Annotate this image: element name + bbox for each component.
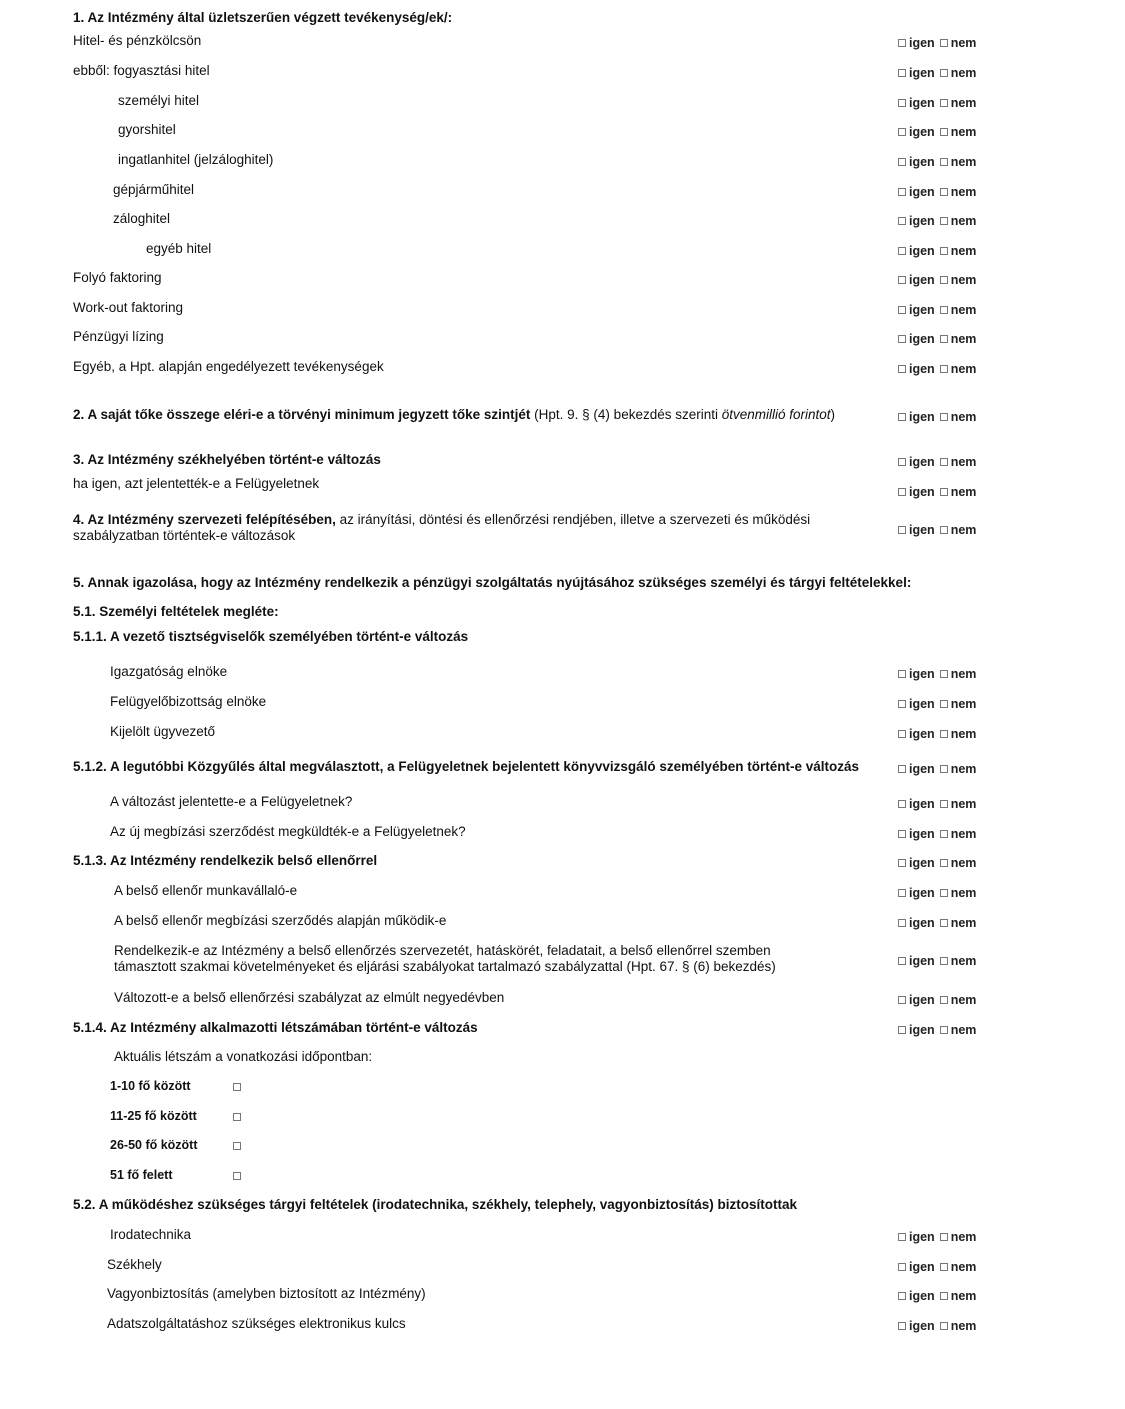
no-checkbox[interactable] [940,957,948,965]
yes-no-valtozast-jelentette: igen nem [898,797,981,811]
no-checkbox[interactable] [940,335,948,343]
yes-checkbox[interactable] [898,957,906,965]
section-5-1-3-heading: 5.1.3. Az Intézmény rendelkezik belső ellenőrrel [73,853,378,868]
yes-checkbox[interactable] [898,488,906,496]
headcount-checkbox[interactable] [233,1113,241,1121]
item-elektronikus-kulcs: Adatszolgáltatáshoz szükséges elektronikus kulcs [107,1316,406,1331]
yes-no-vagyonbiztositas: igen nem [898,1289,981,1303]
yes-checkbox[interactable] [898,1026,906,1034]
yes-no-section-5-1-2: igen nem [898,762,981,776]
item-igazgatosag-elnoke: Igazgatóság elnöke [110,664,228,679]
yes-no-szekhely: igen nem [898,1260,981,1274]
yes-checkbox[interactable] [898,247,906,255]
yes-no-elektronikus-kulcs: igen nem [898,1319,981,1333]
section-3-heading: 3. Az Intézmény székhelyében történt-e változás [73,452,381,467]
yes-checkbox[interactable] [898,188,906,196]
item-zaloghitel: záloghitel [113,211,171,226]
headcount-option-label: 26-50 fő között [110,1138,198,1152]
yes-checkbox[interactable] [898,859,906,867]
yes-no-irodatechnika: igen nem [898,1230,981,1244]
no-checkbox[interactable] [940,99,948,107]
yes-no-belso-ellenor-munkavallalo: igen nem [898,886,981,900]
item-uj-megbizasi-szerzodes: Az új megbízási szerződést megküldték-e a Felügyeletnek? [110,824,466,839]
yes-no-felugyelobizottsag-elnoke: igen nem [898,697,981,711]
section-5-1-4-heading: 5.1.4. Az Intézmény alkalmazotti létszámában történt-e változás [73,1020,478,1035]
yes-checkbox[interactable] [898,365,906,373]
section-5-heading: 5. Annak igazolása, hogy az Intézmény rendelkezik a pénzügyi szolgáltatás nyújtásához szükséges személyi és tárgyi feltételekkel: [73,575,912,590]
yes-checkbox[interactable] [898,830,906,838]
no-checkbox[interactable] [940,859,948,867]
item-vagyonbiztositas: Vagyonbiztosítás (amelyben biztosított az Intézmény) [107,1286,426,1301]
item-penzugyi-lizing: Pénzügyi lízing [73,329,164,344]
item-szekhely: Székhely [107,1257,162,1272]
yes-no-section-4: igen nem [898,523,981,537]
yes-no-fogyasztasi-hitel: igen nem [898,66,981,80]
item-irodatechnika: Irodatechnika [110,1227,192,1242]
no-checkbox[interactable] [940,700,948,708]
item-belso-ellenor-megbizasi: A belső ellenőr megbízási szerződés alapján működik-e [114,913,447,928]
item-fogyasztasi-hitel: ebből: fogyasztási hitel [73,63,210,78]
item-belso-ellenorzesi-szabalyzat: Rendelkezik-e az Intézmény a belső ellenőrzés szervezetét, hatáskörét, feladatait, a belső ellenőrrel szemben támasztott szakmai követelményeket és eljárási szabályokat tartalmazó szabályzattal (Hpt. 67. § (6) bekezdés) [114,943,776,974]
yes-no-gepjarmuhitel: igen nem [898,185,981,199]
no-checkbox[interactable] [940,919,948,927]
yes-checkbox[interactable] [898,996,906,1004]
no-checkbox[interactable] [940,830,948,838]
item-egyeb-tevekenysegek: Egyéb, a Hpt. alapján engedélyezett tevékenységek [73,359,384,374]
yes-checkbox[interactable] [898,730,906,738]
no-checkbox[interactable] [940,1233,948,1241]
yes-no-szemelyi-hitel: igen nem [898,96,981,110]
yes-checkbox[interactable] [898,69,906,77]
item-folyo-faktoring: Folyó faktoring [73,270,162,285]
yes-no-szabalyzat-valtozott: igen nem [898,993,981,1007]
no-checkbox[interactable] [940,458,948,466]
yes-no-belso-ellenor-megbizasi: igen nem [898,916,981,930]
yes-no-uj-megbizasi-szerzodes: igen nem [898,827,981,841]
no-checkbox[interactable] [940,188,948,196]
item-szabalyzat-valtozott: Változott-e a belső ellenőrzési szabályzat az elmúlt negyedévben [114,990,505,1005]
yes-no-section-5-1-3: igen nem [898,856,981,870]
section-3-sub: ha igen, azt jelentették-e a Felügyeletnek [73,476,320,491]
item-gyorshitel: gyorshitel [118,122,176,137]
item-gepjarmuhitel: gépjárműhitel [113,182,195,197]
yes-no-section-2: igen nem [898,410,981,424]
yes-no-ingatlanhitel: igen nem [898,155,981,169]
yes-checkbox[interactable] [898,158,906,166]
section-1-heading: 1. Az Intézmény által üzletszerűen végzett tevékenység/ek/: [73,10,453,25]
item-work-out-faktoring: Work-out faktoring [73,300,184,315]
item-belso-ellenor-munkavallalo: A belső ellenőr munkavállaló-e [114,883,298,898]
yes-checkbox[interactable] [898,1263,906,1271]
yes-no-penzugyi-lizing: igen nem [898,332,981,346]
yes-no-hitel-penzkolcson: igen nem [898,36,981,50]
yes-no-folyo-faktoring: igen nem [898,273,981,287]
item-szemelyi-hitel: személyi hitel [118,93,200,108]
yes-no-zaloghitel: igen nem [898,214,981,228]
item-ingatlanhitel: ingatlanhitel (jelzáloghitel) [118,152,274,167]
no-checkbox[interactable] [940,889,948,897]
no-checkbox[interactable] [940,800,948,808]
headcount-subheading: Aktuális létszám a vonatkozási időpontban: [114,1049,373,1064]
no-checkbox[interactable] [940,306,948,314]
no-checkbox[interactable] [940,39,948,47]
yes-no-work-out-faktoring: igen nem [898,303,981,317]
yes-checkbox[interactable] [898,99,906,107]
no-checkbox[interactable] [940,765,948,773]
no-checkbox[interactable] [940,276,948,284]
yes-no-belso-ellenorzesi-szabalyzat: igen nem [898,954,981,968]
no-checkbox[interactable] [940,1322,948,1330]
yes-checkbox[interactable] [898,458,906,466]
yes-no-egyeb-hitel: igen nem [898,244,981,258]
yes-no-section-3: igen nem [898,455,981,469]
headcount-option-label: 51 fő felett [110,1168,173,1182]
yes-checkbox[interactable] [898,526,906,534]
yes-checkbox[interactable] [898,765,906,773]
yes-checkbox[interactable] [898,1233,906,1241]
yes-no-section-5-1-4: igen nem [898,1023,981,1037]
section-5-2-heading: 5.2. A működéshez szükséges tárgyi feltételek (irodatechnika, székhely, telephely, vagyonbiztosítás) biztosítottak [73,1197,797,1212]
yes-checkbox[interactable] [898,39,906,47]
no-checkbox[interactable] [940,128,948,136]
yes-checkbox[interactable] [898,1292,906,1300]
item-felugyelobizottsag-elnoke: Felügyelőbizottság elnöke [110,694,267,709]
section-5-1-2-heading: 5.1.2. A legutóbbi Közgyűlés által megválasztott, a Felügyeletnek bejelentett könyvvizsgáló személyében történt-e változás [73,759,859,774]
headcount-option-label: 1-10 fő között [110,1079,191,1093]
section-5-1-1-heading: 5.1.1. A vezető tisztségviselők személyében történt-e változás [73,629,469,644]
yes-checkbox[interactable] [898,413,906,421]
section-2-question: 2. A saját tőke összege eléri-e a törvényi minimum jegyzett tőke szintjét (Hpt. 9. § (4) bekezdés szerinti ötvenmillió forintot) [73,407,836,422]
yes-checkbox[interactable] [898,1322,906,1330]
no-checkbox[interactable] [940,69,948,77]
no-checkbox[interactable] [940,1026,948,1034]
yes-checkbox[interactable] [898,670,906,678]
item-hitel-penzkolcson: Hitel- és pénzkölcsön [73,33,202,48]
no-checkbox[interactable] [940,488,948,496]
yes-checkbox[interactable] [898,306,906,314]
item-egyeb-hitel: egyéb hitel [146,241,212,256]
section-5-1-heading: 5.1. Személyi feltételek megléte: [73,604,279,619]
section-4-question: 4. Az Intézmény szervezeti felépítésében, az irányítási, döntési és ellenőrzési rendjében, illetve a szervezeti és működési szabályzatban történtek-e változások [73,512,811,543]
yes-checkbox[interactable] [898,217,906,225]
headcount-checkbox[interactable] [233,1142,241,1150]
headcount-checkbox[interactable] [233,1083,241,1091]
yes-no-egyeb-tevekenysegek: igen nem [898,362,981,376]
yes-checkbox[interactable] [898,128,906,136]
no-checkbox[interactable] [940,670,948,678]
yes-checkbox[interactable] [898,800,906,808]
headcount-checkbox[interactable] [233,1172,241,1180]
no-checkbox[interactable] [940,413,948,421]
yes-no-kijelolt-ugyvezeto: igen nem [898,727,981,741]
item-valtozast-jelentette: A változást jelentette-e a Felügyeletnek? [110,794,353,809]
no-checkbox[interactable] [940,526,948,534]
yes-no-igazgatosag-elnoke: igen nem [898,667,981,681]
yes-checkbox[interactable] [898,335,906,343]
yes-checkbox[interactable] [898,276,906,284]
no-checkbox[interactable] [940,247,948,255]
no-checkbox[interactable] [940,365,948,373]
no-checkbox[interactable] [940,217,948,225]
no-checkbox[interactable] [940,1292,948,1300]
no-checkbox[interactable] [940,158,948,166]
no-checkbox[interactable] [940,996,948,1004]
item-kijelolt-ugyvezeto: Kijelölt ügyvezető [110,724,216,739]
yes-no-section-3-sub: igen nem [898,485,981,499]
yes-no-gyorshitel: igen nem [898,125,981,139]
yes-checkbox[interactable] [898,700,906,708]
yes-checkbox[interactable] [898,889,906,897]
no-checkbox[interactable] [940,1263,948,1271]
no-checkbox[interactable] [940,730,948,738]
yes-checkbox[interactable] [898,919,906,927]
headcount-option-label: 11-25 fő között [110,1109,197,1123]
